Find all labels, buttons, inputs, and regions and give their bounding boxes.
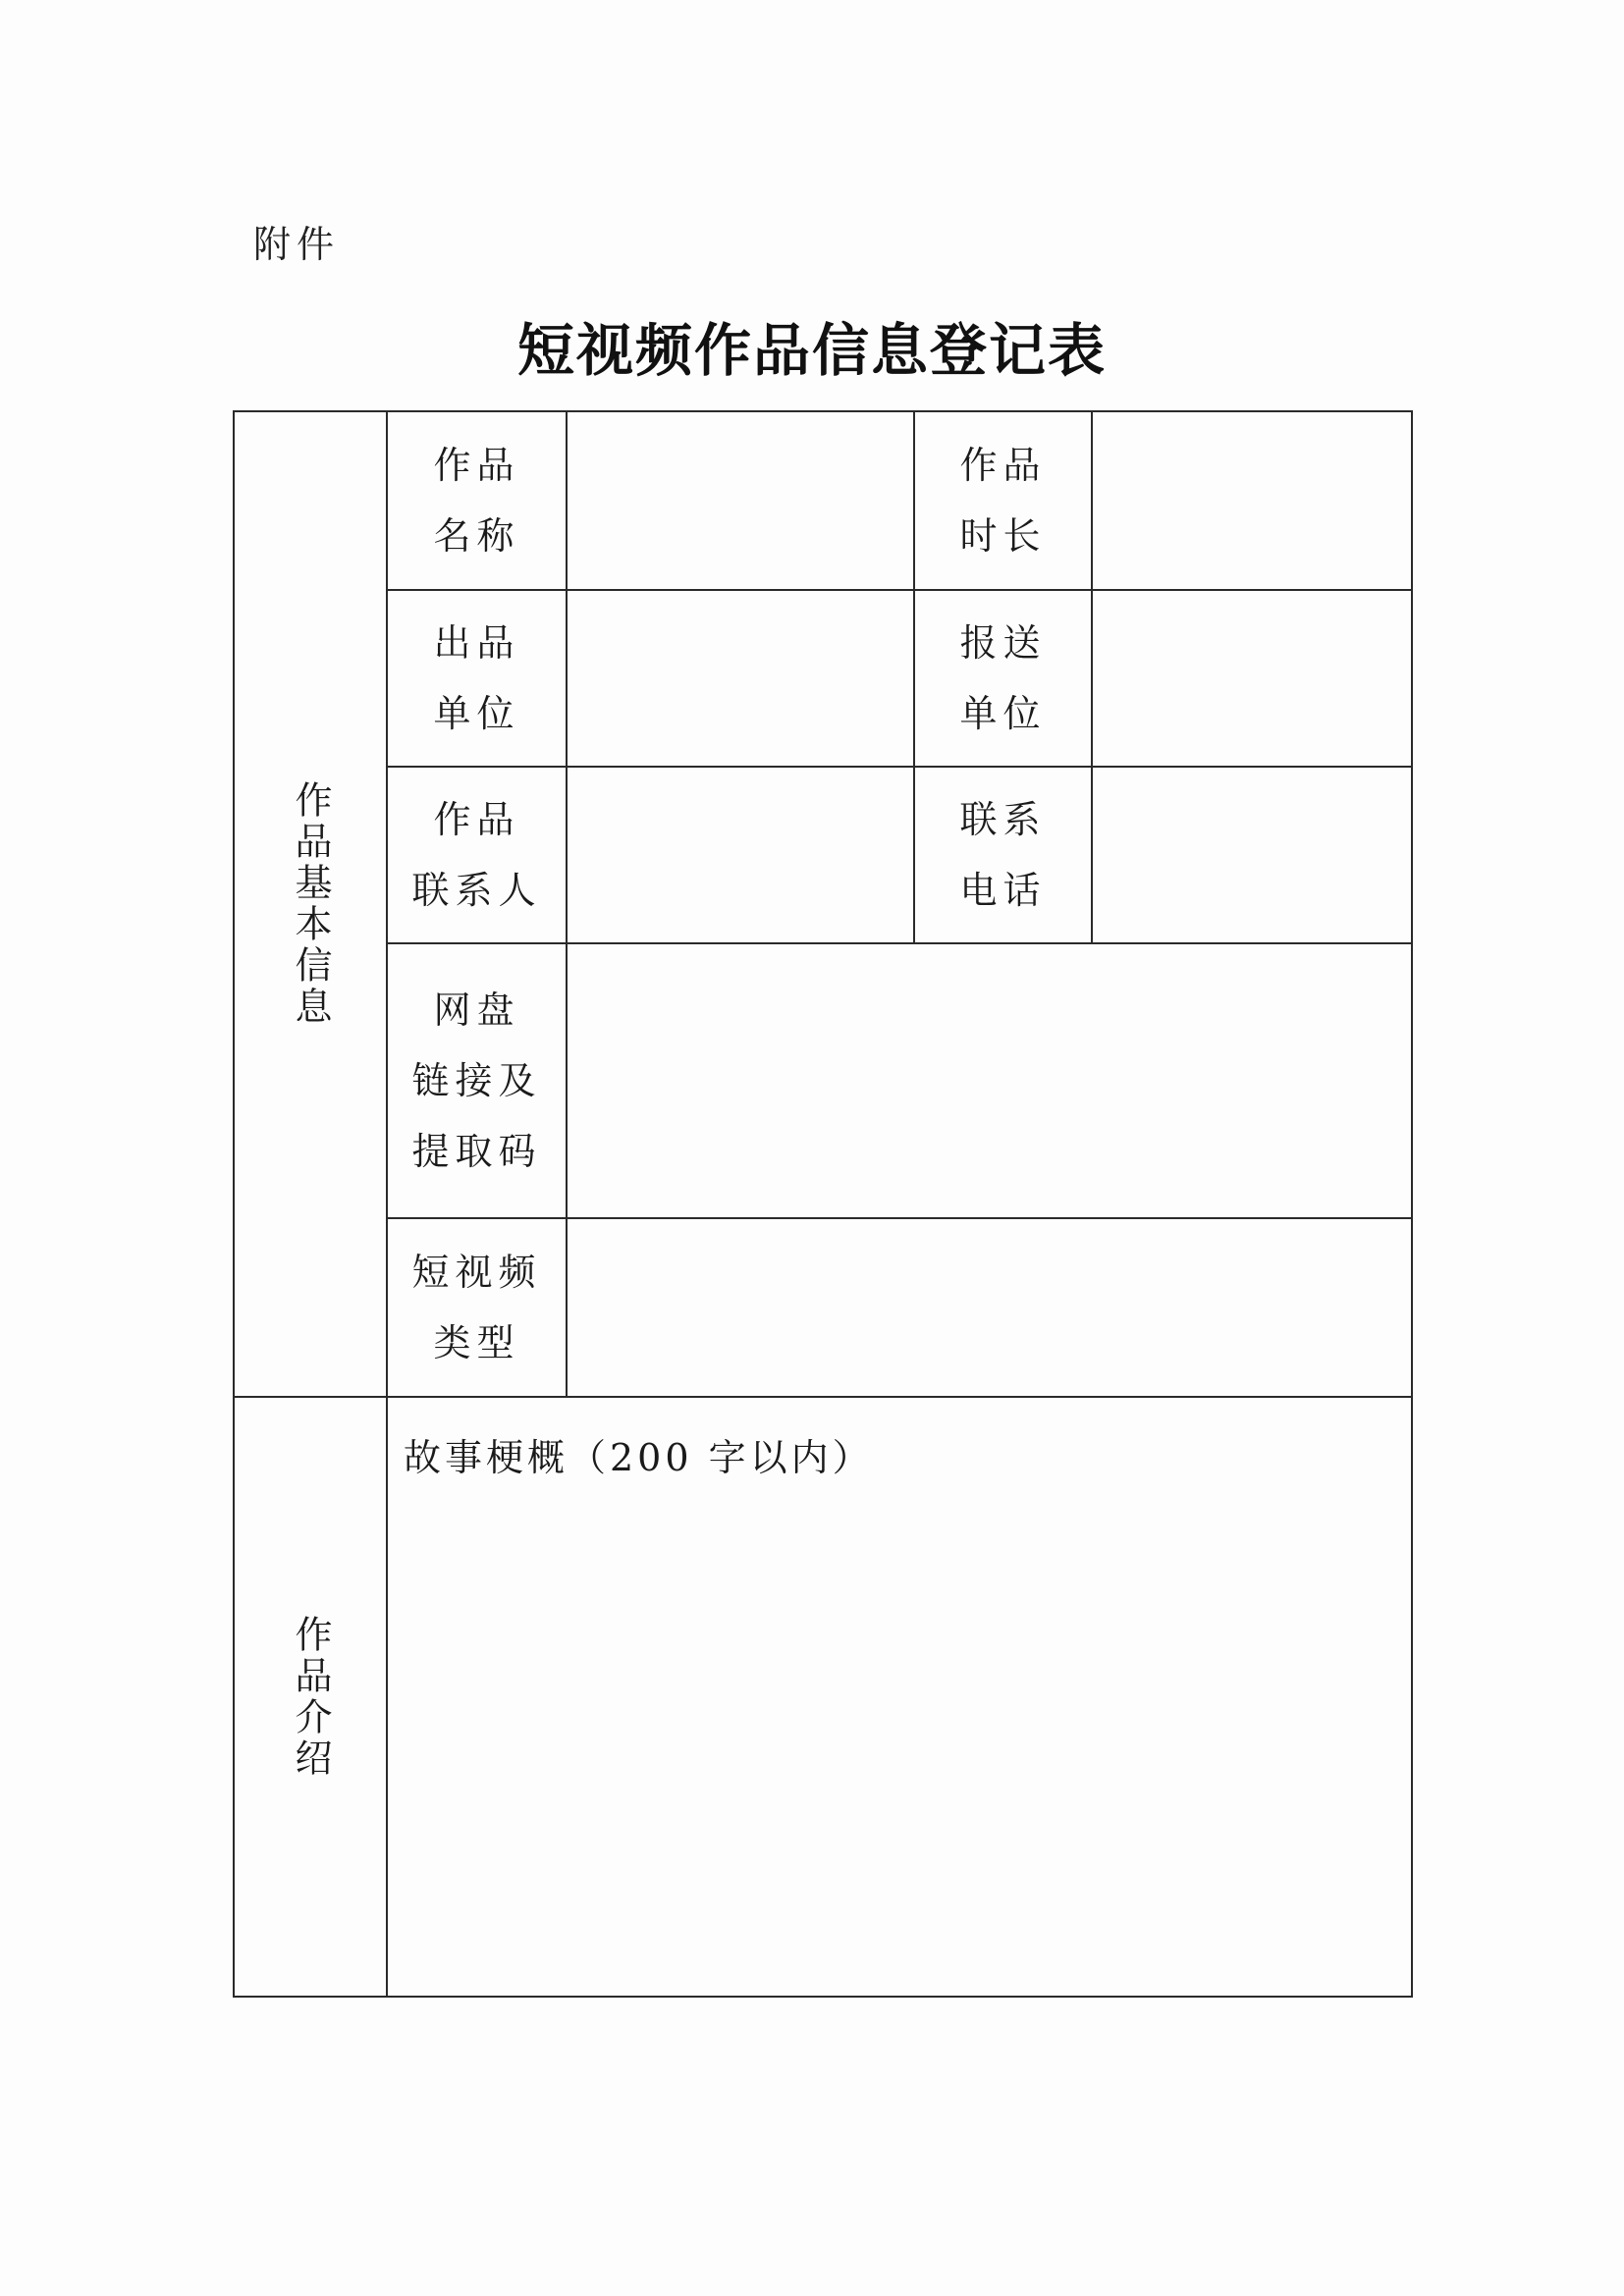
netdisk-link-field[interactable]: [568, 944, 1411, 1217]
attachment-label: 附件: [253, 223, 341, 266]
label-line: 联系: [959, 798, 1047, 841]
section-heading-intro: [235, 1398, 388, 1996]
label-work-duration: [915, 412, 1093, 589]
label-line: 类型: [433, 1321, 520, 1364]
registration-form: [233, 410, 1413, 1998]
label-line: 提取码: [411, 1130, 542, 1173]
form-row-producer-submitter: [388, 589, 1411, 766]
contact-phone-field[interactable]: [1093, 768, 1411, 942]
label-work-name: [388, 412, 568, 589]
contact-person-field[interactable]: [568, 768, 915, 942]
label-contact-person: [388, 768, 568, 942]
section-basic-info: [235, 412, 1411, 1396]
section-introduction: [235, 1396, 1411, 1996]
section-heading-basic-text: 作品基本信息: [289, 780, 332, 1028]
submitter-field[interactable]: [1093, 591, 1411, 766]
video-type-field[interactable]: [568, 1219, 1411, 1396]
label-submitter: [915, 591, 1093, 766]
work-duration-field[interactable]: [1093, 412, 1411, 589]
label-line: 联系人: [411, 869, 542, 912]
producer-field[interactable]: [568, 591, 915, 766]
label-line: 单位: [959, 692, 1047, 735]
synopsis-prompt: 故事梗概（200 字以内）: [404, 1436, 874, 1479]
label-video-type: [388, 1219, 568, 1396]
section-body-basic: [388, 412, 1411, 1396]
section-heading-basic: [235, 412, 388, 1396]
form-row-name-duration: [388, 412, 1411, 589]
label-line: 作品: [959, 444, 1047, 487]
label-line: 作品: [433, 444, 520, 487]
label-contact-phone: [915, 768, 1093, 942]
synopsis-field[interactable]: [388, 1398, 1411, 1996]
label-line: 短视频: [411, 1251, 542, 1294]
label-line: 单位: [433, 692, 520, 735]
label-producer: [388, 591, 568, 766]
label-netdisk-link: [388, 944, 568, 1217]
label-line: 网盘: [433, 988, 520, 1032]
label-line: 名称: [433, 514, 520, 558]
form-row-contact: [388, 766, 1411, 942]
label-line: 电话: [959, 869, 1047, 912]
work-name-field[interactable]: [568, 412, 915, 589]
label-line: 时长: [959, 514, 1047, 558]
section-heading-intro-text: 作品介绍: [289, 1614, 332, 1780]
page-title: 短视频作品信息登记表: [516, 317, 1107, 384]
label-line: 作品: [433, 798, 520, 841]
label-line: 链接及: [411, 1059, 542, 1102]
label-line: 报送: [959, 621, 1047, 665]
section-body-intro: [388, 1398, 1411, 1996]
form-row-video-type: [388, 1217, 1411, 1396]
form-row-netdisk: [388, 942, 1411, 1217]
label-line: 出品: [433, 621, 520, 665]
